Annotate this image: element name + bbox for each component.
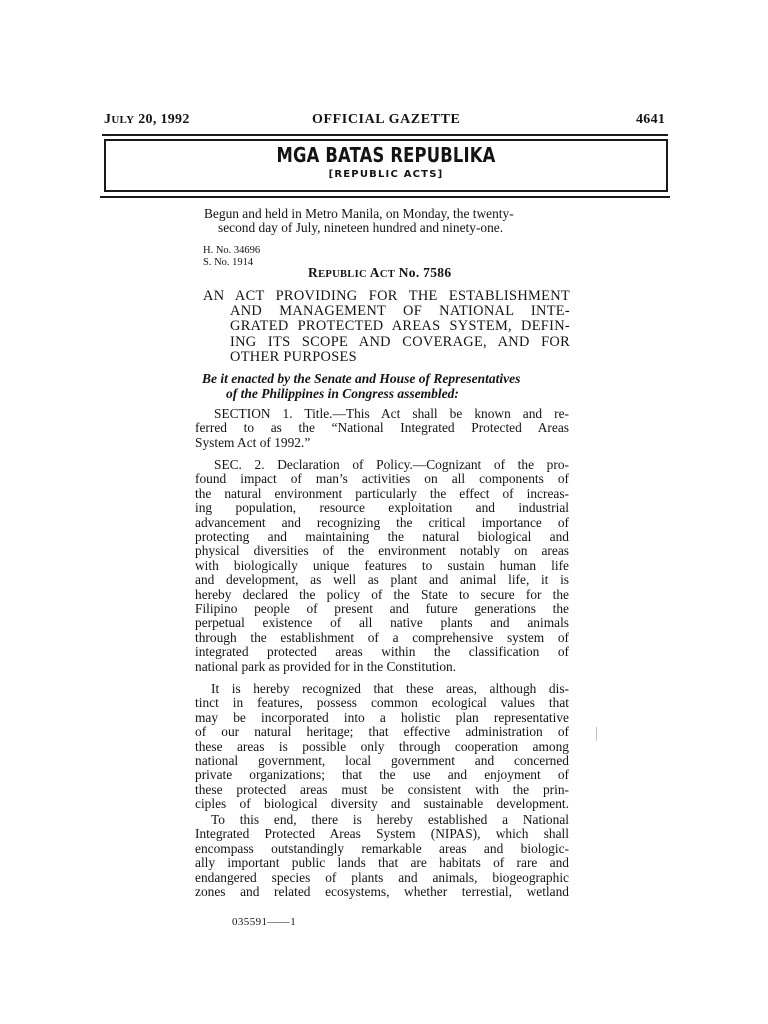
- act-title-line: AND MANAGEMENT OF NATIONAL INTE-: [230, 303, 570, 320]
- section-1-line: System Act of 1992.”: [195, 434, 311, 450]
- paragraph-line: zones and related ecosystems, whether terrestial, wetland: [195, 884, 569, 900]
- session-statement: [195, 207, 569, 236]
- section-1-line: ferred to as the “National Integrated Protected Areas: [195, 420, 569, 436]
- section-1-line: SECTION 1. Title.—This Act shall be known and re-: [214, 406, 569, 421]
- policy-paragraph-3: [195, 813, 569, 899]
- bill-numbers: [203, 245, 260, 269]
- paragraph-line: these areas is possible only through cooperation among: [195, 738, 569, 754]
- paragraph-line: ally important public lands that are habitats of rare and: [195, 855, 569, 871]
- paragraph-line: endangered species of plants and animals, biogeographic: [195, 869, 569, 885]
- section-2-line: hereby declared the policy of the State to secure for the: [195, 586, 569, 602]
- act-title-line: AN ACT PROVIDING FOR THE ESTABLISHMENT: [203, 288, 570, 304]
- header-date: JULY 20, 1992: [104, 112, 190, 127]
- paragraph-line: national government, local government and concerned: [195, 753, 569, 769]
- enacting-clause: [202, 371, 570, 401]
- session-line: second day of July, nineteen hundred and ninety-one.: [218, 220, 504, 236]
- act-title-line: OTHER PURPOSES: [230, 348, 357, 365]
- paragraph-line: these protected areas must be consistent with the prin-: [195, 781, 569, 797]
- paragraph-line: may be incorporated into a holistic plan representative: [195, 709, 569, 725]
- header-page-number: 4641: [636, 112, 666, 127]
- section-2-line: perpetual existence of all native plants and animals: [195, 615, 569, 631]
- session-line: Begun and held in Metro Manila, on Monday, the twenty-: [204, 206, 514, 221]
- paragraph-line: tinct in features, possess common ecological values that: [195, 695, 569, 711]
- section-2-line: physical diversities of the environment notably on areas: [195, 543, 569, 559]
- section-2-line: SEC. 2. Declaration of Policy.—Cognizant of the pro-: [214, 457, 569, 472]
- paragraph-line: private organizations; that the use and enjoyment of: [195, 767, 569, 783]
- section-2-line: the natural environment particularly the effect of increas-: [195, 485, 569, 501]
- section-2-line: national park as provided for in the Constitution.: [195, 658, 457, 674]
- act-title-line: GRATED PROTECTED AREAS SYSTEM, DEFIN-: [230, 318, 570, 335]
- house-bill-number: H. No. 34696: [203, 245, 261, 256]
- section-2-line: Filipino people of present and future generations the: [195, 601, 569, 617]
- paragraph-line: ciples of biological diversity and sustainable development.: [195, 796, 569, 812]
- paragraph-line: of our natural heritage; that effective administration of: [195, 724, 569, 740]
- section-2-line: and development, as well as plant and animal life, it is: [195, 572, 569, 588]
- paragraph-line: encompass outstandingly remarkable areas and biologic-: [195, 840, 569, 856]
- enacting-line: of the Philippines in Congress assembled:: [226, 386, 459, 401]
- paragraph-line: It is hereby recognized that these areas, although dis-: [211, 681, 569, 696]
- policy-paragraph-2: [195, 682, 569, 812]
- enacting-line: Be it enacted by the Senate and House of Representatives: [202, 371, 521, 386]
- section-2-line: advancement and recognizing the critical importance of: [195, 514, 569, 530]
- section-2: [195, 458, 569, 674]
- margin-mark: [596, 727, 597, 741]
- senate-bill-number: S. No. 1914: [203, 257, 254, 268]
- section-2-line: through the establishment of a comprehensive system of: [195, 629, 569, 645]
- section-1: [195, 407, 569, 450]
- banner-title: MGA BATAS REPUBLIKA: [276, 143, 496, 167]
- header-rule: [102, 134, 668, 136]
- section-2-line: integrated protected areas within the classification of: [195, 644, 569, 660]
- act-title: [203, 289, 570, 365]
- banner-rule: [100, 196, 670, 198]
- banner-subtitle: [REPUBLIC ACTS]: [328, 169, 444, 180]
- paragraph-line: Integrated Protected Areas System (NIPAS), which shall: [195, 826, 569, 842]
- act-title-line: ING ITS SCOPE AND COVERAGE, AND FOR: [230, 333, 570, 350]
- paragraph-line: To this end, there is hereby established a National: [211, 812, 569, 827]
- section-2-line: found impact of man’s activities on all components of: [195, 471, 569, 487]
- act-number: REPUBLIC ACT No. 7586: [308, 265, 452, 280]
- section-2-line: protecting and maintaining the natural biological and: [195, 529, 569, 545]
- section-2-line: with biologically unique features to sustain human life: [195, 557, 569, 573]
- folio-signature: 035591——1: [232, 916, 297, 928]
- header-publication: OFFICIAL GAZETTE: [312, 112, 461, 127]
- section-2-line: ing population, resource exploitation and industrial: [195, 500, 569, 516]
